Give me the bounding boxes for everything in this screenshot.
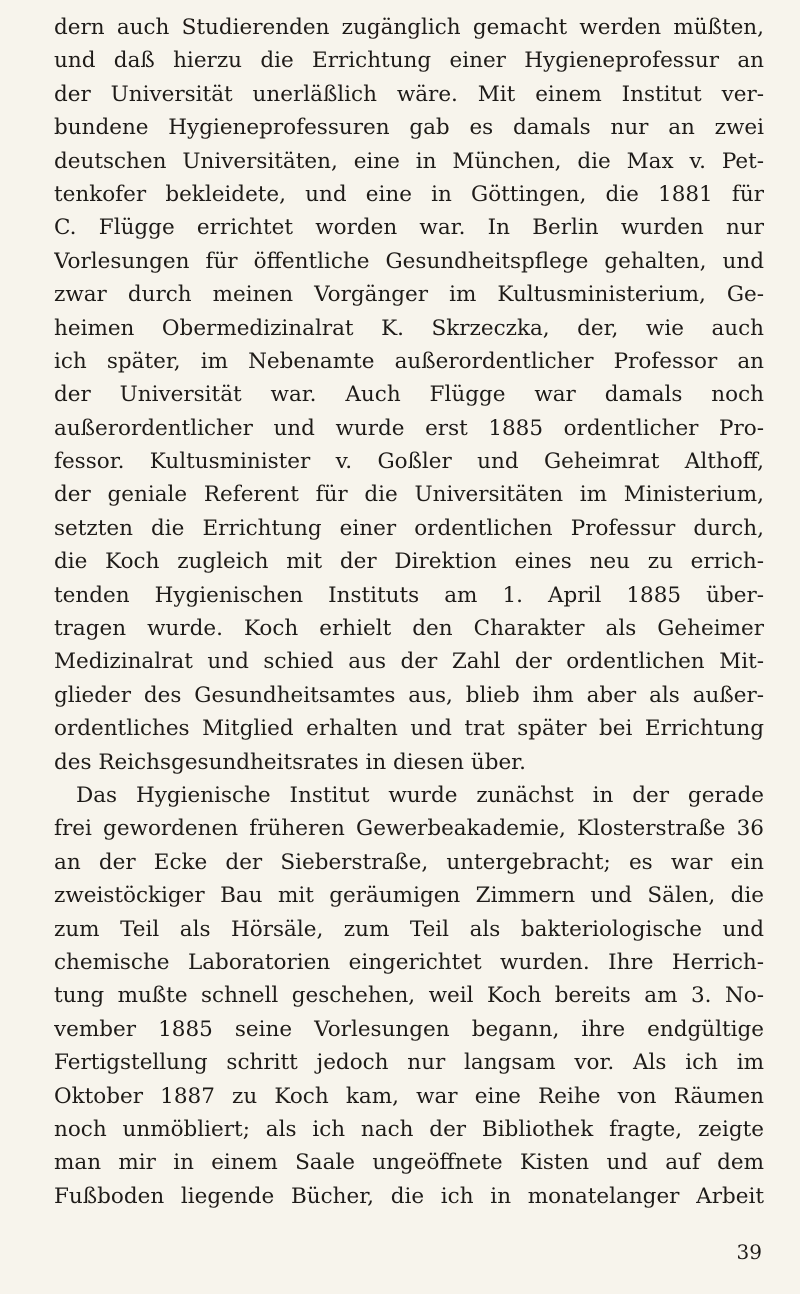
text-line-1: dern auch Studierenden zugänglich gemacht werden müßten, xyxy=(54,15,764,40)
text-line-23: des Reichsgesundheitsrates in diesen über. xyxy=(54,749,526,775)
text-line-26: an der Ecke der Sieberstraße, untergebracht; es war ein xyxy=(54,849,764,875)
text-line-20: Medizinalrat und schied aus der Zahl der ordentlichen Mit- xyxy=(54,649,764,675)
text-line-14: fessor. Kultusminister v. Goßler und Geheimrat Althoff, xyxy=(54,449,764,475)
text-line-10: heimen Obermedizinalrat K. Skrzeczka, der, wie auch xyxy=(54,315,764,341)
text-line-11: ich später, im Nebenamte außerordentlicher Professor an xyxy=(54,348,764,374)
page-number: 39 xyxy=(736,1240,762,1264)
text-line-9: zwar durch meinen Vorgänger im Kultusministerium, Ge- xyxy=(54,282,764,308)
text-line-30: tung mußte schnell geschehen, weil Koch bereits am 3. No- xyxy=(54,983,764,1009)
body-text xyxy=(54,11,764,1213)
text-line-2: und daß hierzu die Errichtung einer Hygieneprofessur an xyxy=(54,48,764,74)
text-line-22: ordentliches Mitglied erhalten und trat später bei Errichtung xyxy=(54,716,764,742)
text-line-35: man mir in einem Saale ungeöffnete Kisten und auf dem xyxy=(54,1150,764,1176)
text-line-19: tragen wurde. Koch erhielt den Charakter als Geheimer xyxy=(54,616,764,642)
text-line-7: C. Flügge errichtet worden war. In Berlin wurden nur xyxy=(54,215,764,241)
text-line-31: vember 1885 seine Vorlesungen begann, ihre endgültige xyxy=(54,1016,764,1042)
text-line-24: Das Hygienische Institut wurde zunächst in der gerade xyxy=(76,782,764,808)
text-line-28: zum Teil als Hörsäle, zum Teil als bakteriologische und xyxy=(54,916,764,942)
text-line-16: setzten die Errichtung einer ordentlichen Professur durch, xyxy=(54,515,764,541)
text-line-34: noch unmöbliert; als ich nach der Bibliothek fragte, zeigte xyxy=(54,1116,764,1142)
text-line-18: tenden Hygienischen Instituts am 1. April 1885 über- xyxy=(54,582,764,608)
text-line-15: der geniale Referent für die Universitäten im Ministerium, xyxy=(54,482,764,508)
text-line-21: glieder des Gesundheitsamtes aus, blieb ihm aber als außer- xyxy=(54,682,764,708)
text-line-33: Oktober 1887 zu Koch kam, war eine Reihe von Räumen xyxy=(54,1083,764,1109)
text-line-27: zweistöckiger Bau mit geräumigen Zimmern und Sälen, die xyxy=(54,883,764,909)
text-line-3: der Universität unerläßlich wäre. Mit einem Institut ver- xyxy=(54,81,764,107)
text-line-17: die Koch zugleich mit der Direktion eines neu zu errich- xyxy=(54,549,764,575)
text-line-36: Fußboden liegende Bücher, die ich in monatelanger Arbeit xyxy=(54,1183,764,1209)
text-line-29: chemische Laboratorien eingerichtet wurden. Ihre Herrich- xyxy=(54,949,764,975)
text-line-4: bundene Hygieneprofessuren gab es damals nur an zwei xyxy=(54,115,764,141)
text-line-32: Fertigstellung schritt jedoch nur langsam vor. Als ich im xyxy=(54,1050,764,1076)
text-line-25: frei gewordenen früheren Gewerbeakademie, Klosterstraße 36 xyxy=(54,816,764,842)
text-line-12: der Universität war. Auch Flügge war damals noch xyxy=(54,382,764,408)
text-line-8: Vorlesungen für öffentliche Gesundheitspflege gehalten, und xyxy=(54,248,764,274)
text-line-13: außerordentlicher und wurde erst 1885 ordentlicher Pro- xyxy=(54,415,764,441)
text-line-6: tenkofer bekleidete, und eine in Göttingen, die 1881 für xyxy=(54,181,764,207)
text-line-5: deutschen Universitäten, eine in München, die Max v. Pet- xyxy=(54,148,764,174)
